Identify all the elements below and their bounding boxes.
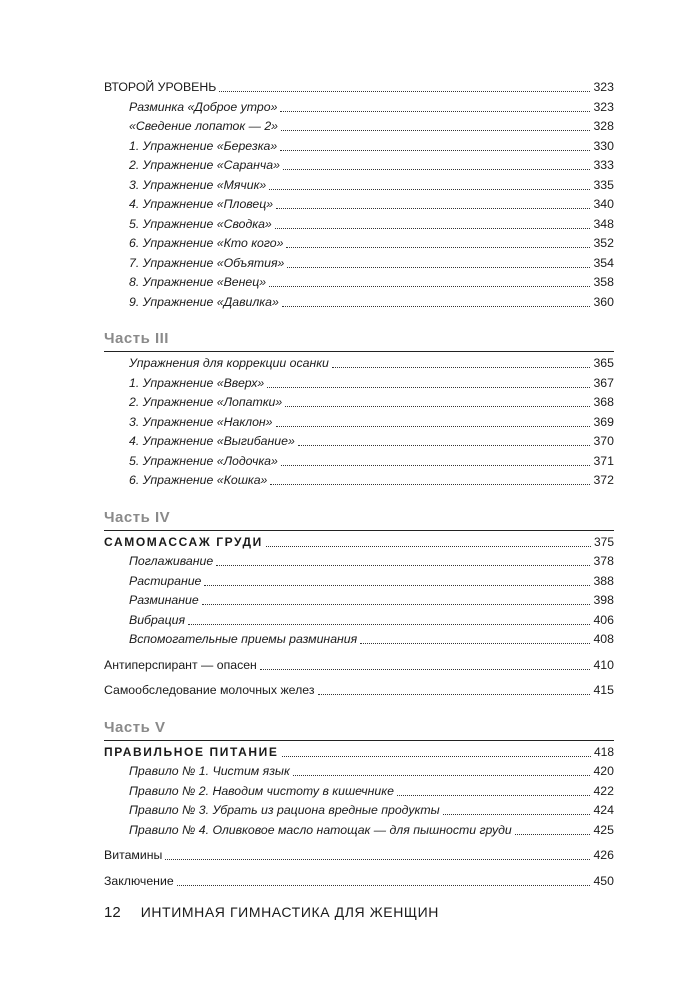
part-5-title: Часть V <box>104 718 166 736</box>
toc-label: 9. Упражнение «Давилка» <box>129 294 279 309</box>
toc-label: Правило № 1. Чистим язык <box>129 764 290 778</box>
toc-item[interactable] <box>104 195 614 215</box>
toc-item[interactable] <box>104 374 614 394</box>
leader-dots <box>270 484 590 485</box>
leader-dots <box>276 208 590 209</box>
toc-entry[interactable] <box>104 872 614 892</box>
toc-page: 369 <box>593 414 614 429</box>
toc-label: «Сведение лопаток — 2» <box>129 119 279 133</box>
toc-heading-self-massage[interactable] <box>104 533 614 553</box>
leader-dots <box>287 267 590 268</box>
toc-page: 328 <box>593 119 614 133</box>
toc-page: 352 <box>593 236 614 250</box>
toc-entry[interactable] <box>104 656 614 676</box>
toc-item[interactable] <box>104 591 614 611</box>
toc-item[interactable] <box>104 354 614 374</box>
toc-label: 6. Упражнение «Кто кого» <box>129 236 284 250</box>
toc-label: 3. Упражнение «Наклон» <box>129 414 273 429</box>
toc-label: Правило № 4. Оливковое масло натощак — для пышности груди <box>129 822 512 837</box>
toc-label: 3. Упражнение «Мячик» <box>129 177 267 192</box>
toc-page: 398 <box>593 593 614 607</box>
leader-dots <box>397 795 591 796</box>
toc-page: 365 <box>593 356 614 370</box>
toc-label: ВТОРОЙ УРОВЕНЬ <box>104 80 217 94</box>
toc-heading-nutrition[interactable] <box>104 743 614 763</box>
part-4-title: Часть IV <box>104 508 171 526</box>
toc-label: Растирание <box>129 573 202 588</box>
leader-dots <box>515 834 591 835</box>
toc-entry[interactable] <box>104 846 614 866</box>
toc-item[interactable] <box>104 413 614 433</box>
leader-dots <box>332 367 591 368</box>
toc-page: 360 <box>593 294 614 309</box>
toc-page: 371 <box>593 453 614 468</box>
toc-page: 358 <box>593 275 614 289</box>
book-title: ИНТИМНАЯ ГИМНАСТИКА ДЛЯ ЖЕНЩИН <box>140 904 440 920</box>
leader-dots <box>275 228 591 229</box>
toc-item[interactable] <box>104 176 614 196</box>
toc-label: 4. Упражнение «Пловец» <box>129 197 274 211</box>
leader-dots <box>269 189 590 190</box>
toc-label: Правило № 3. Убрать из рациона вредные продукты <box>129 803 440 817</box>
leader-dots <box>318 694 591 695</box>
leader-dots <box>188 624 590 625</box>
leader-dots <box>282 306 591 307</box>
toc-label: 5. Упражнение «Лодочка» <box>129 453 278 468</box>
toc-page: 378 <box>593 554 614 568</box>
toc-item[interactable] <box>104 821 614 841</box>
leader-dots <box>281 130 590 131</box>
toc-page: 367 <box>593 375 614 390</box>
toc-label: Упражнения для коррекции осанки <box>129 356 329 370</box>
toc-item[interactable] <box>104 552 614 572</box>
table-of-contents <box>104 78 614 891</box>
page-number: 12 <box>104 903 121 921</box>
toc-page: 425 <box>593 822 614 837</box>
leader-dots <box>281 465 591 466</box>
toc-label: ПРАВИЛЬНОЕ ПИТАНИЕ <box>104 744 279 759</box>
toc-item[interactable] <box>104 98 614 118</box>
leader-dots <box>293 775 591 776</box>
leader-dots <box>202 604 591 605</box>
leader-dots <box>204 585 590 586</box>
leader-dots <box>216 565 590 566</box>
toc-item[interactable] <box>104 137 614 157</box>
toc-page: 424 <box>593 803 614 817</box>
toc-page: 420 <box>593 764 614 778</box>
toc-page: 330 <box>593 138 614 153</box>
leader-dots <box>269 286 590 287</box>
toc-label: Заключение <box>104 873 174 888</box>
toc-page: 348 <box>593 216 614 231</box>
leader-dots <box>165 859 590 860</box>
toc-page: 340 <box>593 197 614 211</box>
toc-label: Разминание <box>129 593 199 607</box>
toc-item[interactable] <box>104 293 614 313</box>
toc-item[interactable] <box>104 572 614 592</box>
leader-dots <box>283 169 591 170</box>
toc-page: 333 <box>593 158 614 172</box>
toc-page: 388 <box>593 573 614 588</box>
toc-page: 410 <box>593 657 614 672</box>
leader-dots <box>280 150 590 151</box>
toc-label: Поглаживание <box>129 554 214 568</box>
toc-entry[interactable] <box>104 681 614 701</box>
leader-dots <box>360 643 590 644</box>
toc-page: 370 <box>593 434 614 448</box>
leader-dots <box>276 426 591 427</box>
toc-page: 408 <box>593 632 614 646</box>
toc-label: 4. Упражнение «Выгибание» <box>129 434 295 448</box>
leader-dots <box>280 111 590 112</box>
toc-page: 418 <box>593 744 614 759</box>
toc-item[interactable] <box>104 630 614 650</box>
toc-label: 6. Упражнение «Кошка» <box>129 473 268 487</box>
toc-item[interactable] <box>104 471 614 491</box>
toc-item[interactable] <box>104 801 614 821</box>
toc-label: Правило № 2. Наводим чистоту в кишечнике <box>129 783 394 798</box>
toc-label: 7. Упражнение «Объятия» <box>129 255 285 270</box>
toc-label: Витамины <box>104 848 163 862</box>
toc-label: Самообследование молочных желез <box>104 683 315 697</box>
toc-item[interactable] <box>104 762 614 782</box>
toc-page: 354 <box>593 255 614 270</box>
page-footer <box>104 900 439 924</box>
toc-page: 450 <box>593 873 614 888</box>
toc-item[interactable] <box>104 215 614 235</box>
leader-dots <box>282 756 591 757</box>
toc-page: 323 <box>593 80 614 94</box>
leader-dots <box>219 91 590 92</box>
toc-label: 1. Упражнение «Березка» <box>129 138 278 153</box>
toc-page: 422 <box>593 783 614 798</box>
toc-item[interactable] <box>104 234 614 254</box>
toc-item[interactable] <box>104 254 614 274</box>
toc-item[interactable] <box>104 782 614 802</box>
toc-page: 323 <box>593 99 614 114</box>
toc-page: 372 <box>593 473 614 487</box>
leader-dots <box>286 247 590 248</box>
toc-label: САМОМАССАЖ ГРУДИ <box>104 534 263 549</box>
toc-page: 406 <box>593 612 614 627</box>
toc-label: 2. Упражнение «Саранча» <box>129 158 280 172</box>
leader-dots <box>266 546 591 547</box>
leader-dots <box>260 669 591 670</box>
toc-label: Антиперспирант — опасен <box>104 657 257 672</box>
leader-dots <box>177 885 591 886</box>
toc-item[interactable] <box>104 273 614 293</box>
toc-item[interactable] <box>104 117 614 137</box>
toc-label: 8. Упражнение «Венец» <box>129 275 267 289</box>
toc-item[interactable] <box>104 452 614 472</box>
toc-label: 5. Упражнение «Сводка» <box>129 216 272 231</box>
toc-page: 335 <box>593 177 614 192</box>
toc-item[interactable] <box>104 393 614 413</box>
toc-page: 368 <box>593 395 614 409</box>
leader-dots <box>285 406 590 407</box>
leader-dots <box>443 814 591 815</box>
toc-item[interactable] <box>104 611 614 631</box>
toc-label: Вспомогательные приемы разминания <box>129 632 358 646</box>
leader-dots <box>267 387 590 388</box>
part-3-title: Часть III <box>104 330 169 347</box>
toc-label: Разминка «Доброе утро» <box>129 99 278 114</box>
toc-page: 375 <box>593 534 614 549</box>
leader-dots <box>298 445 591 446</box>
toc-page: 426 <box>593 848 614 862</box>
toc-heading-level2[interactable] <box>104 78 614 98</box>
toc-label: 1. Упражнение «Вверх» <box>129 375 265 390</box>
toc-label: Вибрация <box>129 612 186 627</box>
toc-page: 415 <box>593 683 614 697</box>
toc-item[interactable] <box>104 432 614 452</box>
toc-label: 2. Упражнение «Лопатки» <box>129 395 283 409</box>
toc-item[interactable] <box>104 156 614 176</box>
